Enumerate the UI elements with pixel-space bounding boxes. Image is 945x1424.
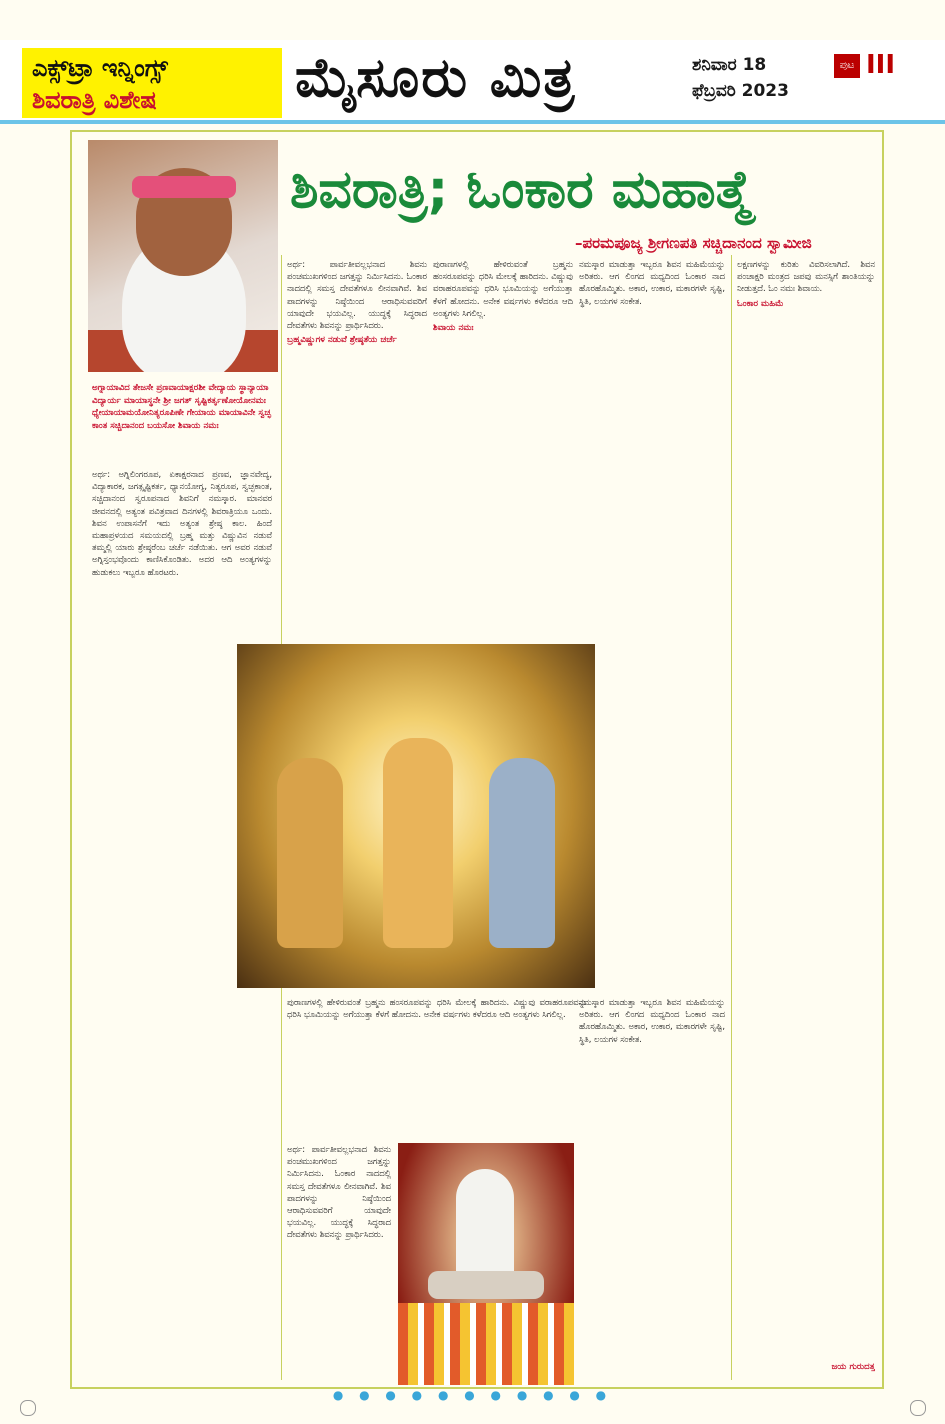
- column-lower-mid-text: ಪುರಾಣಗಳಲ್ಲಿ ಹೇಳಿರುವಂತೆ ಬ್ರಹ್ಮನು ಹಂಸರೂಪವನ್ನು ಧರಿಸಿ ಮೇಲಕ್ಕೆ ಹಾರಿದನು. ವಿಷ್ಣುವು ವರಾಹರೂಪವನ್ನು ಧರಿಸಿ ಭೂಮಿಯನ್ನು ಅಗೆಯುತ್ತಾ ಕೆಳಗೆ ಹೋದನು. ಅನೇಕ ವರ್ಷಗಳು ಕಳೆದರೂ ಆದಿ ಅಂತ್ಯಗಳು ಸಿಗಲಿಲ್ಲ.: [287, 997, 587, 1020]
- sanskrit-verse: ಅಗ್ನಾಯಾವಿದ ತೇಜಸೇ ಪ್ರಣವಾಯಾಕ್ಷರಶೀ ವೇದ್ಯಾಯ ಸ್ಥಾನ್ಯಾಯಾ ವಿದ್ಯಾರ್ಯ ಮಾಯಾಸ್ಥನೇ ಶ್ರೀ ಜಗತ್ ಸೃಷ್ಟಿಕರ್ತೃಣೋಯೋನಮಃ ಧ್ಯೇಯಾಯಾಮಯೋನಿತ್ಯರೂಪಿಣೇ ಗೇಯಾಯ ಮಾಯಾವಿನೇ ಸ್ವಚ್ಛ ಕಾಂತ ಸಚ್ಚಿದಾನಂದ ಬಯಸೋ ಶಿವಾಯ ನಮಃ: [92, 383, 271, 431]
- article-byline: –ಪರಮಪೂಜ್ಯ ಶ್ರೀಗಣಪತಿ ಸಚ್ಚಿದಾನಂದ ಸ್ವಾಮೀಜಿ: [575, 234, 812, 252]
- column-2: [287, 258, 427, 638]
- subheading-3: ಓಂಕಾರ ಮಹಿಮೆ: [737, 298, 784, 309]
- article-headline: ಶಿವರಾತ್ರಿ; ಓಂಕಾರ ಮಹಾತ್ಮೆ: [290, 160, 753, 220]
- column-4-text: ನಮಸ್ಕಾರ ಮಾಡುತ್ತಾ ಇಬ್ಬರೂ ಶಿವನ ಮಹಿಮೆಯನ್ನು ಅರಿತರು. ಆಗ ಲಿಂಗದ ಮಧ್ಯದಿಂದ ಓಂಕಾರ ನಾದ ಹೊರಹೊಮ್ಮಿತು. ಅಕಾರ, ಉಕಾರ, ಮಕಾರಗಳೇ ಸೃಷ್ಟಿ, ಸ್ಥಿತಿ, ಲಯಗಳ ಸಂಕೇತ.: [579, 259, 725, 306]
- subheading-4: ಜಯ ಗುರುದತ್ತ: [831, 1362, 875, 1372]
- page-number: III: [866, 50, 896, 80]
- lingam-image: [398, 1143, 574, 1385]
- trimurti-image: [237, 644, 595, 988]
- column-5-text: ಲಕ್ಷಣಗಳನ್ನು ಕುರಿತು ವಿವರಿಸಲಾಗಿದೆ. ಶಿವನ ಪಂಚಾಕ್ಷರಿ ಮಂತ್ರದ ಜಪವು ಮನಸ್ಸಿಗೆ ಶಾಂತಿಯನ್ನು ನೀಡುತ್ತದೆ. ಓಂ ನಮಃ ಶಿವಾಯ.: [737, 259, 875, 294]
- masthead: [0, 40, 945, 124]
- column-lower-left-text: ಅರ್ಥ: ಪಾರ್ವತೀವಲ್ಲಭನಾದ ಶಿವನು ಪಂಚಮುಖಗಳಿಂದ ಜಗತ್ತನ್ನು ನಿರ್ಮಿಸಿದನು. ಓಂಕಾರ ನಾದದಲ್ಲಿ ಸಮಸ್ತ ದೇವತೆಗಳೂ ಲೀನವಾಗಿವೆ. ಶಿವ ಪಾದಗಳನ್ನು ನಿಷ್ಠೆಯಿಂದ ಆರಾಧಿಸುವವರಿಗೆ ಯಾವುದೇ ಭಯವಿಲ್ಲ. ಯುದ್ಧಕ್ಕೆ ಸಿದ್ಧರಾದ ದೇವತೆಗಳು ಶಿವನನ್ನು ಪ್ರಾರ್ಥಿಸಿದರು.: [287, 1144, 391, 1240]
- column-3-text: ಪುರಾಣಗಳಲ್ಲಿ ಹೇಳಿರುವಂತೆ ಬ್ರಹ್ಮನು ಹಂಸರೂಪವನ್ನು ಧರಿಸಿ ಮೇಲಕ್ಕೆ ಹಾರಿದನು. ವಿಷ್ಣುವು ವರಾಹರೂಪವನ್ನು ಧರಿಸಿ ಭೂಮಿಯನ್ನು ಅಗೆಯುತ್ತಾ ಕೆಳಗೆ ಹೋದನು. ಅನೇಕ ವರ್ಷಗಳು ಕಳೆದರೂ ಆದಿ ಅಂತ್ಯಗಳು ಸಿಗಲಿಲ್ಲ.: [433, 259, 573, 318]
- signoff: [737, 1360, 875, 1376]
- column-lower-mid: [287, 996, 587, 1136]
- column-lower-right-text: ನಮಸ್ಕಾರ ಮಾಡುತ್ತಾ ಇಬ್ಬರೂ ಶಿವನ ಮಹಿಮೆಯನ್ನು ಅರಿತರು. ಆಗ ಲಿಂಗದ ಮಧ್ಯದಿಂದ ಓಂಕಾರ ನಾದ ಹೊರಹೊಮ್ಮಿತು. ಅಕಾರ, ಉಕಾರ, ಮಕಾರಗಳೇ ಸೃಷ್ಟಿ, ಸ್ಥಿತಿ, ಲಯಗಳ ಸಂಕೇತ.: [579, 997, 725, 1044]
- date-line-1: ಶನಿವಾರ 18: [692, 55, 767, 75]
- column-3: [433, 258, 573, 638]
- column-4: [579, 258, 725, 638]
- badge-line-2: ಶಿವರಾತ್ರಿ ವಿಶೇಷ: [32, 86, 157, 114]
- paper-title: ಮೈಸೂರು ಮಿತ್ರ: [295, 46, 577, 109]
- column-1-text: ಅರ್ಥ: ಅಗ್ನಿಲಿಂಗರೂಪ, ಏಕಾಕ್ಷರನಾದ ಪ್ರಣವ, ಜ್ಞಾನವೇದ್ಯ, ವಿದ್ಯಾಕಾರಕ, ಜಗತ್ಸೃಷ್ಟಿಕರ್ತ, ಧ್ಯಾನಯೋಗ್ಯ, ನಿತ್ಯರೂಪ, ಸ್ವಚ್ಛಕಾಂತ, ಸಚ್ಚಿದಾನಂದ ಸ್ವರೂಪನಾದ ಶಿವನಿಗೆ ನಮಸ್ಕಾರ. ಮಾನವರ ಜೀವನದಲ್ಲಿ ಅತ್ಯಂತ ಪವಿತ್ರವಾದ ದಿನಗಳಲ್ಲಿ ಶಿವರಾತ್ರಿಯೂ ಒಂದು. ಶಿವನ ಉಪಾಸನೆಗೆ ಇದು ಅತ್ಯಂತ ಶ್ರೇಷ್ಠ ಕಾಲ. ಹಿಂದೆ ಮಹಾಪ್ರಳಯದ ಸಮಯದಲ್ಲಿ ಬ್ರಹ್ಮ ಮತ್ತು ವಿಷ್ಣುವಿನ ನಡುವೆ ತಮ್ಮಲ್ಲಿ ಯಾರು ಶ್ರೇಷ್ಠರೆಂಬ ಚರ್ಚೆ ನಡೆಯಿತು. ಆಗ ಅವರ ನಡುವೆ ಅಗ್ನಿಸ್ತಂಭವೊಂದು ಕಾಣಿಸಿಕೊಂಡಿತು. ಅದರ ಆದಿ ಅಂತ್ಯಗಳನ್ನು ಹುಡುಕಲು ಇಬ್ಬರೂ ಹೊರಟರು.: [92, 469, 272, 577]
- column-5: [737, 258, 875, 1378]
- print-registration-strip: ● ● ● ● ● ● ● ● ● ● ●: [332, 1388, 613, 1402]
- issue-date: [692, 52, 789, 104]
- column-lower-left: [287, 1143, 391, 1381]
- column-2-text: ಅರ್ಥ: ಪಾರ್ವತೀವಲ್ಲಭನಾದ ಶಿವನು ಪಂಚಮುಖಗಳಿಂದ ಜಗತ್ತನ್ನು ನಿರ್ಮಿಸಿದನು. ಓಂಕಾರ ನಾದದಲ್ಲಿ ಸಮಸ್ತ ದೇವತೆಗಳೂ ಲೀನವಾಗಿವೆ. ಶಿವ ಪಾದಗಳನ್ನು ನಿಷ್ಠೆಯಿಂದ ಆರಾಧಿಸುವವರಿಗೆ ಯಾವುದೇ ಭಯವಿಲ್ಲ. ಯುದ್ಧಕ್ಕೆ ಸಿದ್ಧರಾದ ದೇವತೆಗಳು ಶಿವನನ್ನು ಪ್ರಾರ್ಥಿಸಿದರು.: [287, 259, 427, 331]
- date-line-2: ಫೆಬ್ರವರಿ 2023: [692, 81, 789, 101]
- registration-mark-left: [20, 1400, 36, 1416]
- registration-mark-right: [910, 1400, 926, 1416]
- portrait-image: [88, 140, 278, 372]
- subheading-1: ಬ್ರಹ್ಮವಿಷ್ಣುಗಳ ನಡುವೆ ಶ್ರೇಷ್ಠತೆಯ ಚರ್ಚೆ: [287, 335, 397, 346]
- column-lower-right: [579, 996, 725, 1381]
- subheading-2: ಶಿವಾಯ ನಮಃ: [433, 323, 474, 334]
- section-badge: [22, 48, 282, 118]
- badge-line-1: ಎಕ್ಸ್‌ಟ್ರಾ ಇನ್ನಿಂಗ್ಸ್: [32, 54, 168, 82]
- page-label: ಪುಟ: [834, 54, 860, 78]
